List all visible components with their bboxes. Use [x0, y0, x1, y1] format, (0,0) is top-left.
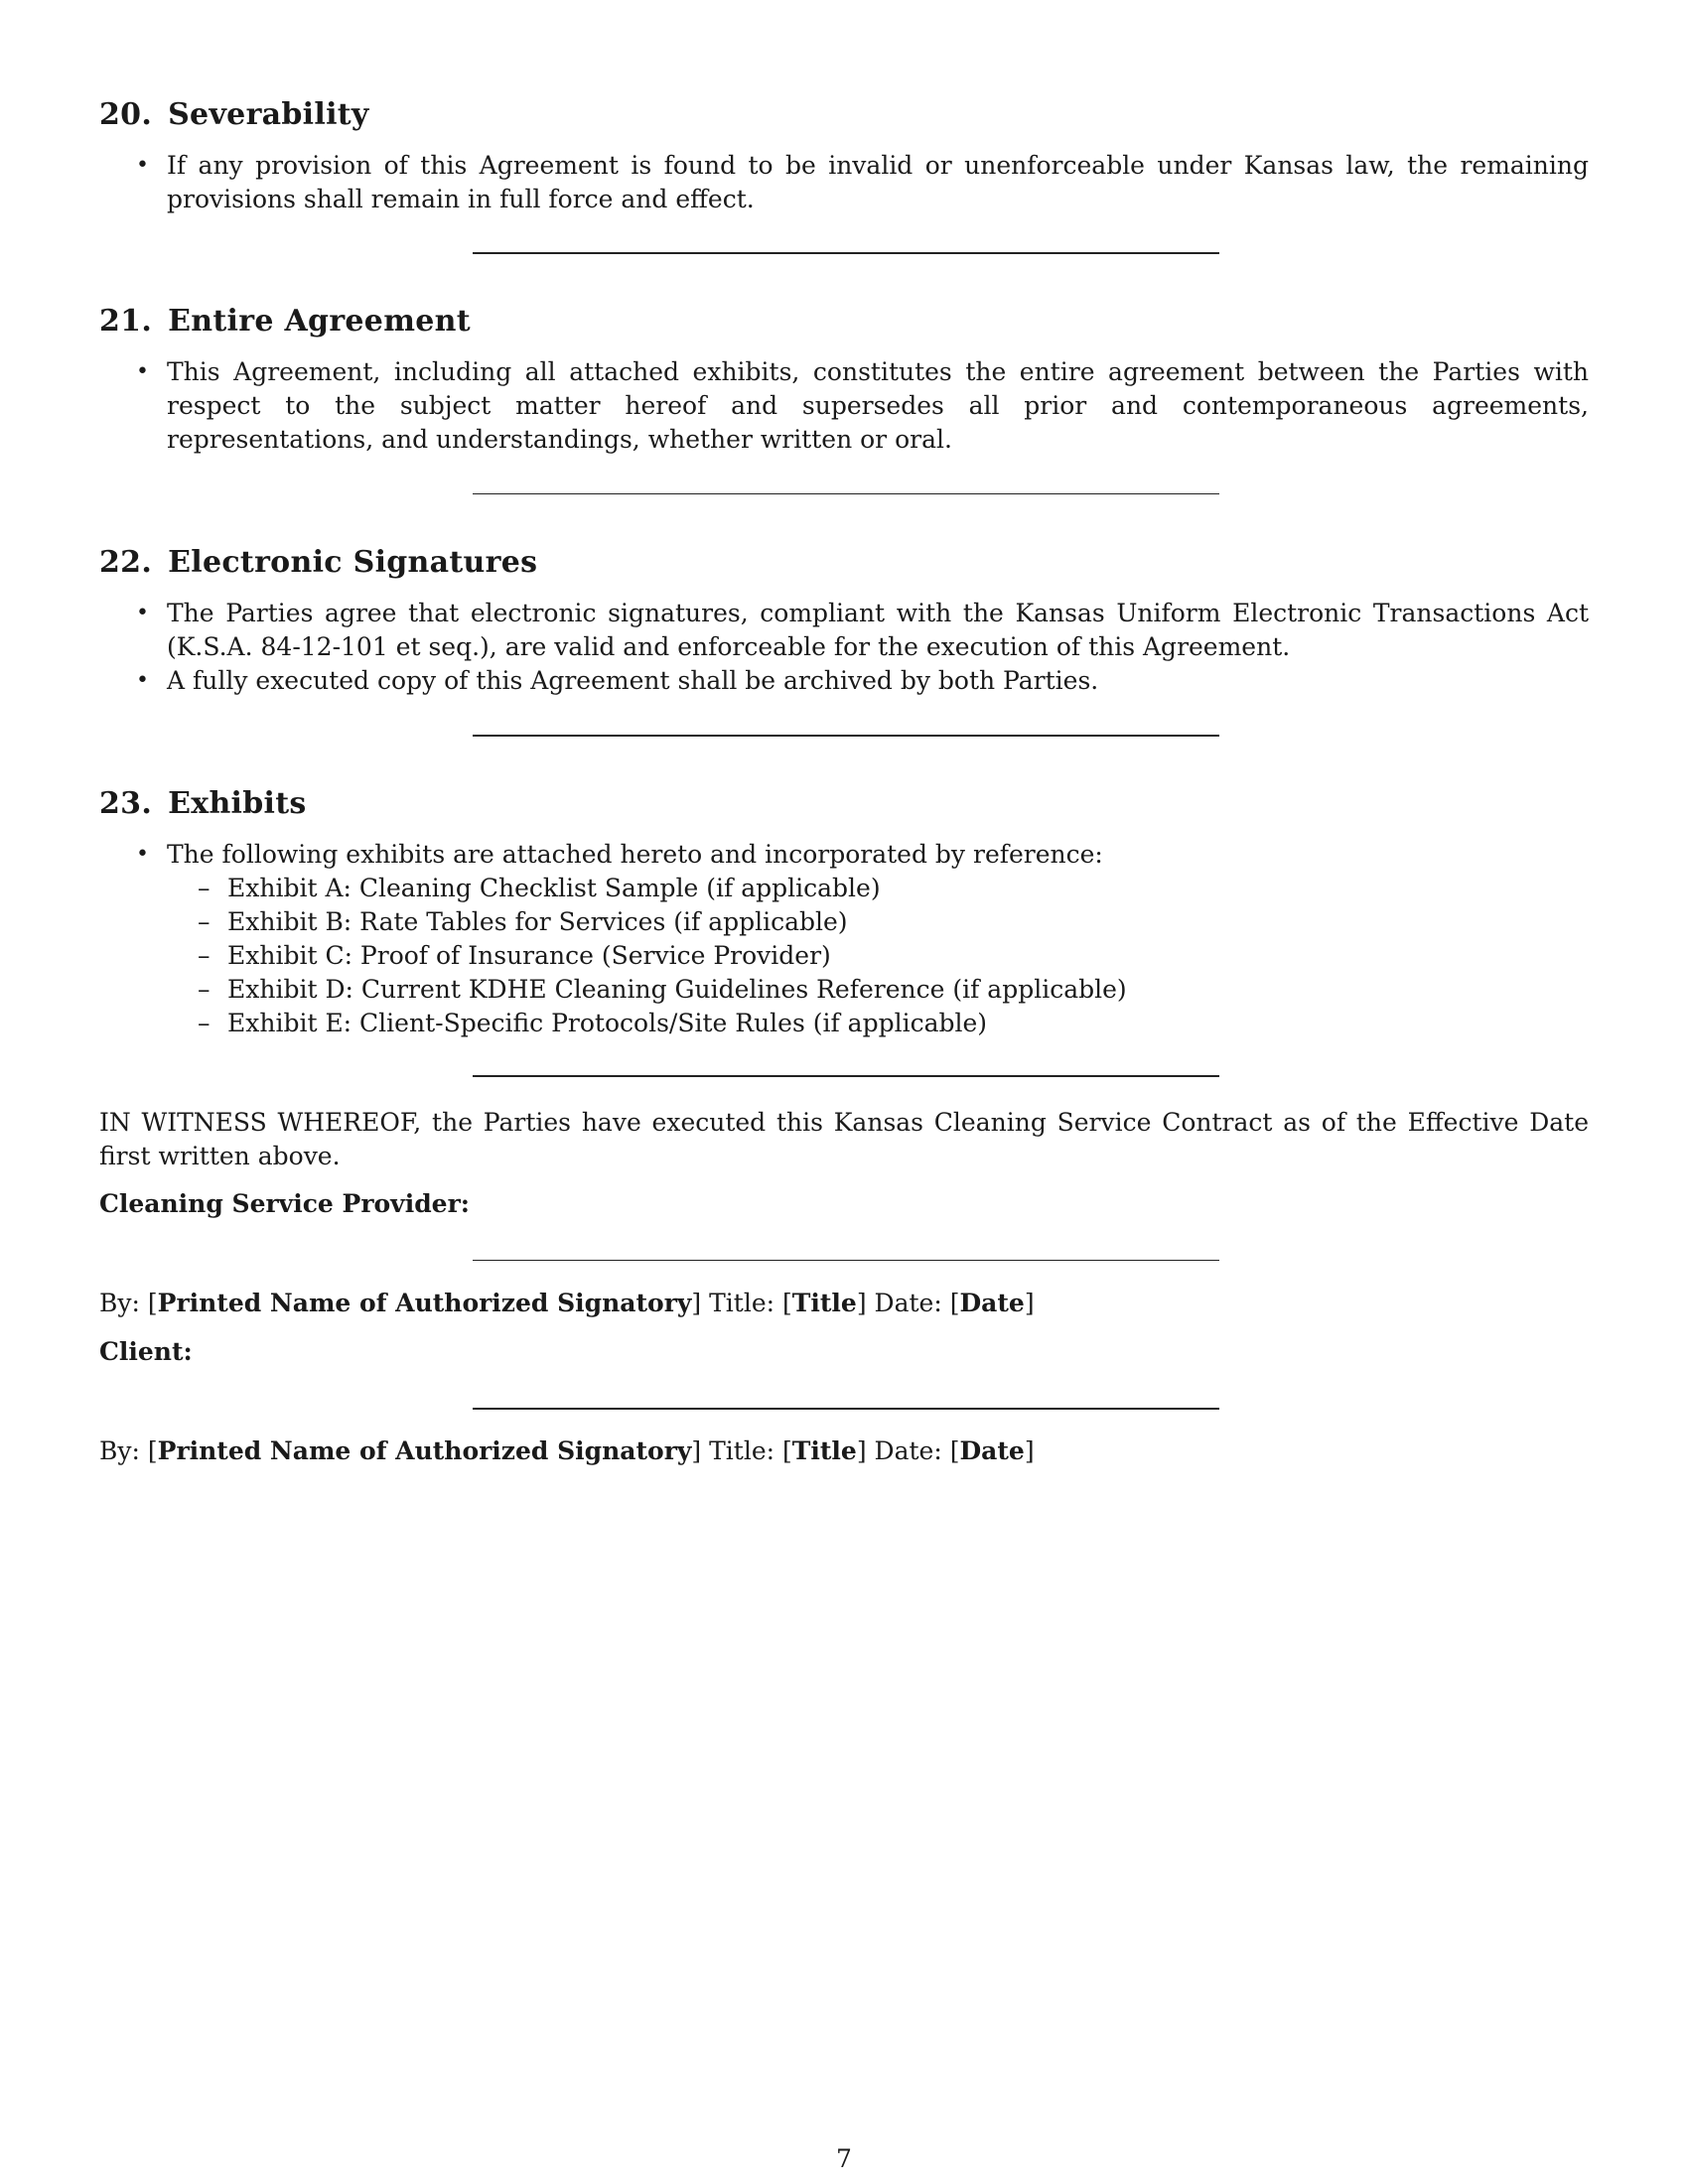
exhibit-item: – Exhibit E: Client-Specific Protocols/Site Rules (if applicable) [167, 1007, 1589, 1040]
signatory-name-placeholder: Printed Name of Authorized Signatory [157, 1436, 692, 1465]
client-signature-block [99, 1335, 1589, 1369]
bullet-list [99, 149, 1589, 216]
section-divider [473, 493, 1219, 494]
list-item: • A fully executed copy of this Agreement shall be archived by both Parties. [99, 664, 1589, 698]
section-heading: 22. Electronic Signatures [99, 545, 538, 580]
signature-line [473, 1260, 1219, 1261]
exhibit-list [167, 872, 1589, 1040]
client-signatory-line: By: [Printed Name of Authorized Signatory] Title: [Title] Date: [Date] [99, 1436, 1035, 1465]
exhibit-item: – Exhibit D: Current KDHE Cleaning Guidelines Reference (if applicable) [167, 973, 1589, 1007]
signatory-name-placeholder: Printed Name of Authorized Signatory [157, 1289, 692, 1317]
witness-text: IN WITNESS WHEREOF, the Parties have executed this Kansas Cleaning Service Contract as of the Effective Date first written above. [99, 1108, 1589, 1170]
signature-line [473, 1408, 1219, 1410]
exhibit-item: – Exhibit B: Rate Tables for Services (if applicable) [167, 905, 1589, 939]
section-heading: 23. Exhibits [99, 786, 307, 821]
section-heading: 20. Severability [99, 97, 369, 132]
list-item: • This Agreement, including all attached exhibits, constitutes the entire agreement between the Parties with respect to the subject matter hereof and supersedes all prior and contemporaneous agreements, representations, and understandings, whether written or oral. [99, 355, 1589, 457]
section-heading: 21. Entire Agreement [99, 304, 471, 339]
provider-signatory-line: By: [Printed Name of Authorized Signatory] Title: [Title] Date: [Date] [99, 1289, 1035, 1317]
bullet-list [99, 597, 1589, 698]
exhibit-item: – Exhibit C: Proof of Insurance (Service Provider) [167, 939, 1589, 973]
list-item: • The Parties agree that electronic signatures, compliant with the Kansas Uniform Electronic Transactions Act (K.S.A. 84-12-101 et seq.), are valid and enforceable for the execution of this Agreement. [99, 597, 1589, 664]
signature-label: Client: [99, 1337, 193, 1366]
date-placeholder: Date [959, 1289, 1025, 1317]
witness-clause [99, 1106, 1589, 1173]
section-exhibits [99, 784, 1589, 1040]
list-item: • If any provision of this Agreement is found to be invalid or unenforceable under Kansas law, the remaining provisions shall remain in full force and effect. [99, 149, 1589, 216]
section-divider [473, 252, 1219, 254]
section-divider [473, 1075, 1219, 1077]
bullet-list [99, 838, 1589, 1040]
page-number: 7 [836, 2144, 852, 2173]
bullet-list [99, 355, 1589, 457]
provider-signature-block [99, 1187, 1589, 1221]
title-placeholder: Title [791, 1436, 857, 1465]
title-placeholder: Title [791, 1289, 857, 1317]
exhibit-item: – Exhibit A: Cleaning Checklist Sample (if applicable) [167, 872, 1589, 905]
section-divider [473, 735, 1219, 737]
list-item: • The following exhibits are attached hereto and incorporated by reference: – Exhibit A: Cleaning Checklist Sample (if applicable) – Exhibit B: Rate Tables for Services (if applicable) – Exhibit C: Proof of Insurance (Service Provider) – Exhibit D: Current KDHE Cleaning Guidelines Reference (if applicable) – Exhibit E: Client-Specific Protocols/Site Rules (if applicable) [99, 838, 1589, 1040]
section-severability [99, 95, 1589, 216]
signature-label: Cleaning Service Provider: [99, 1189, 470, 1218]
section-entire-agreement [99, 302, 1589, 457]
date-placeholder: Date [959, 1436, 1025, 1465]
section-electronic-signatures [99, 543, 1589, 698]
